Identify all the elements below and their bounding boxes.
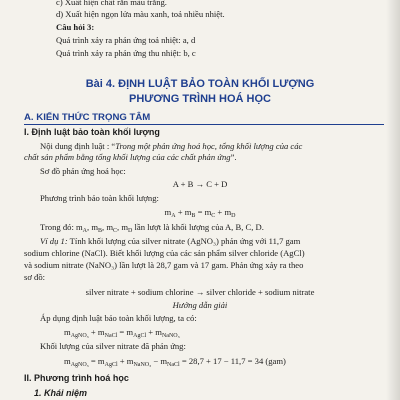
scheme-label: Sơ đồ phản ứng hoá học: xyxy=(40,166,126,176)
variable-explanation: Trong đó: $m_A$, $m_B$, $m_C$, $m_D$ lần lượt là khối lượng của A, B, C, D. xyxy=(40,222,264,234)
section-a-rule xyxy=(24,124,384,125)
reaction-scheme: A + B → C + D xyxy=(172,179,228,189)
law-line-1: Nội dung định luật : “Trong một phản ứng hoá học, tổng khối lượng của các xyxy=(40,141,303,151)
option-d: d) Xuất hiện ngọn lửa màu xanh, toả nhiều nhiệt. xyxy=(56,9,225,19)
section-2-heading: II. Phương trình hoá học xyxy=(24,373,129,383)
lesson-subtitle: PHƯƠNG TRÌNH HOÁ HỌC xyxy=(129,93,271,105)
apply-law-text: Áp dụng định luật bảo toàn khối lượng, ta có: xyxy=(40,313,197,323)
law-line-2: chất sản phẩm bằng tổng khối lượng của các chất phản ứng”. xyxy=(24,152,237,162)
nitrate-mass-result: $m_{AgNO_3} = m_{AgCl} + m_{NaNO_3} - m_{NaCl} = 28,7 + 17 - 11,7 = 34$ (gam) xyxy=(64,356,286,368)
example-line-1: Ví dụ 1: Tính khối lượng của silver nitrate (AgNO₃) phản ứng với 11,7 gam xyxy=(40,236,301,246)
page-spine-shadow xyxy=(386,0,400,400)
mass-conservation-equation: $m_A + m_B = m_C + m_D$ xyxy=(164,207,236,219)
answer-exothermic: Quá trình xảy ra phản ứng toả nhiệt: a, d xyxy=(56,35,196,45)
option-c: c) Xuất hiện chất rắn màu trắng. xyxy=(56,0,167,7)
question-label: Câu hỏi 3: xyxy=(56,22,95,32)
mass-equation-label: Phương trình bảo toàn khối lượng: xyxy=(40,193,159,203)
lesson-title: Bài 4. ĐỊNH LUẬT BẢO TOÀN KHỐI LƯỢNG xyxy=(85,78,315,90)
example-scheme: silver nitrate + sodium chlorine → silver chloride + sodium nitrate xyxy=(85,287,315,297)
solution-heading: Hướng dẫn giải xyxy=(172,300,228,310)
example-line-3: và sodium nitrate (NaNO₃) lần lượt là 28,7 gam và 17 gam. Phản ứng xảy ra theo xyxy=(24,260,304,270)
nitrate-mass-label: Khối lượng của silver nitrate đã phản ứng: xyxy=(40,341,186,351)
answer-endothermic: Quá trình xảy ra phản ứng thu nhiệt: b, c xyxy=(56,48,196,58)
example-mass-equation: $m_{AgNO_3} + m_{NaCl} = m_{AgCl} + m_{NaNO_3}$ xyxy=(64,327,180,339)
example-line-4: sơ đồ: xyxy=(24,272,46,282)
section-2-1-heading: 1. Khái niệm xyxy=(34,388,88,398)
example-line-2: sodium chlorine (NaCl). Biết khối lượng của các sản phẩm silver chloride (AgCl) xyxy=(24,248,305,258)
section-a-heading: A. KIẾN THỨC TRỌNG TÂM xyxy=(24,112,151,123)
section-1-heading: I. Định luật bảo toàn khối lượng xyxy=(24,127,160,137)
